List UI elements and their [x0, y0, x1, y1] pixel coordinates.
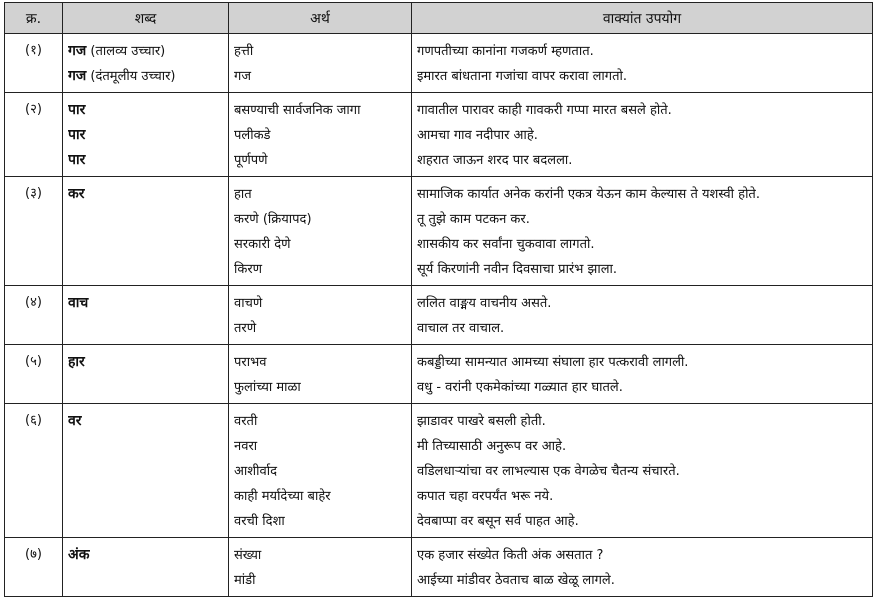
meaning-line: काही मर्यादेच्या बाहेर — [234, 489, 331, 504]
word-text: अंक — [68, 547, 90, 563]
header-word: शब्द — [63, 3, 229, 34]
meaning-cell — [229, 177, 412, 286]
row-number: (४) — [5, 286, 63, 345]
word-line — [68, 350, 223, 375]
usage-line: तू तुझे काम पटकन कर. — [417, 212, 530, 227]
word-cell — [63, 538, 229, 597]
word-note: (तालव्य उच्चार) — [86, 44, 166, 59]
meaning-cell — [229, 93, 412, 177]
meaning-line: सरकारी देणे — [234, 237, 291, 252]
word-line — [68, 98, 223, 123]
usage-line: शासकीय कर सर्वांना चुकवावा लागतो. — [417, 237, 595, 252]
meaning-line: वरची दिशा — [234, 514, 285, 529]
word-text: कर — [68, 186, 85, 202]
word-text: गज — [68, 68, 87, 84]
word-line — [68, 291, 223, 316]
usage-cell — [412, 177, 873, 286]
meaning-line: आशीर्वाद — [234, 464, 277, 479]
word-cell — [63, 34, 229, 93]
usage-cell — [412, 34, 873, 93]
word-text: पार — [68, 102, 86, 118]
meaning-line: करणे (क्रियापद) — [234, 212, 312, 227]
table-row — [5, 34, 873, 93]
usage-line: झाडावर पाखरे बसली होती. — [417, 414, 546, 429]
word-text: हार — [68, 354, 85, 370]
meaning-line: तरणे — [234, 321, 257, 336]
word-line — [68, 409, 223, 434]
table-row — [5, 286, 873, 345]
header-usage: वाक्यांत उपयोग — [412, 3, 873, 34]
word-line — [68, 148, 223, 173]
word-text: वर — [68, 413, 82, 429]
meaning-line: हत्ती — [234, 44, 254, 59]
row-number: (५) — [5, 345, 63, 404]
usage-cell — [412, 93, 873, 177]
meaning-cell — [229, 345, 412, 404]
usage-line: गणपतीच्या कानांना गजकर्ण म्हणतात. — [417, 44, 594, 59]
usage-line: आमचा गाव नदीपार आहे. — [417, 128, 538, 143]
usage-line: शहरात जाऊन शरद पार बदलला. — [417, 153, 573, 168]
homonym-table — [4, 2, 873, 597]
usage-line: सामाजिक कार्यात अनेक करांनी एकत्र येऊन काम केल्यास ते यशस्वी होते. — [417, 187, 760, 202]
word-cell — [63, 286, 229, 345]
row-number: (३) — [5, 177, 63, 286]
word-text: वाच — [68, 295, 89, 311]
meaning-line: वरती — [234, 414, 258, 429]
header-row — [5, 3, 873, 34]
meaning-cell — [229, 34, 412, 93]
usage-line: मी तिच्यासाठी अनुरूप वर आहे. — [417, 439, 567, 454]
row-number: (१) — [5, 34, 63, 93]
meaning-line: पलीकडे — [234, 128, 271, 143]
word-line — [68, 64, 223, 89]
usage-cell — [412, 404, 873, 538]
usage-cell — [412, 538, 873, 597]
row-number: (६) — [5, 404, 63, 538]
table-row — [5, 93, 873, 177]
word-note: (दंतमूलीय उच्चार) — [86, 69, 176, 84]
usage-line: देवबाप्पा वर बसून सर्व पाहत आहे. — [417, 514, 579, 529]
usage-cell — [412, 286, 873, 345]
word-cell — [63, 404, 229, 538]
table-row — [5, 345, 873, 404]
word-line — [68, 543, 223, 568]
meaning-cell — [229, 538, 412, 597]
usage-line: इमारत बांधताना गजांचा वापर करावा लागतो. — [417, 69, 627, 84]
meaning-line: पूर्णपणे — [234, 153, 268, 168]
usage-line: सूर्य किरणांनी नवीन दिवसाचा प्रारंभ झाला. — [417, 262, 618, 277]
usage-line: आईच्या मांडीवर ठेवताच बाळ खेळू लागले. — [417, 573, 615, 588]
word-line — [68, 182, 223, 207]
meaning-line: गज — [234, 69, 251, 84]
usage-line: कबड्डीच्या सामन्यात आमच्या संघाला हार पत्करावी लागली. — [417, 355, 689, 370]
table-row — [5, 538, 873, 597]
meaning-line: किरण — [234, 262, 263, 277]
meaning-cell — [229, 286, 412, 345]
word-text: गज — [68, 43, 87, 59]
word-text: पार — [68, 127, 86, 143]
usage-line: वाचाल तर वाचाल. — [417, 321, 505, 336]
meaning-line: नवरा — [234, 439, 258, 454]
meaning-line: वाचणे — [234, 296, 263, 311]
header-num: क्र. — [5, 3, 63, 34]
word-cell — [63, 345, 229, 404]
word-cell — [63, 93, 229, 177]
meaning-line: हात — [234, 187, 252, 202]
usage-line: कपात चहा वरपर्यंत भरू नये. — [417, 489, 554, 504]
meaning-line: पराभव — [234, 355, 267, 370]
meaning-line: बसण्याची सार्वजनिक जागा — [234, 103, 361, 118]
usage-line: गावातील पारावर काही गावकरी गप्पा मारत बसले होते. — [417, 103, 672, 118]
meaning-cell — [229, 404, 412, 538]
row-number: (२) — [5, 93, 63, 177]
usage-cell — [412, 345, 873, 404]
usage-line: ललित वाङ्मय वाचनीय असते. — [417, 296, 552, 311]
word-cell — [63, 177, 229, 286]
word-line — [68, 39, 223, 64]
meaning-line: संख्या — [234, 548, 262, 563]
meaning-line: फुलांच्या माळा — [234, 380, 301, 395]
meaning-line: मांडी — [234, 573, 256, 588]
usage-line: वधु - वरांनी एकमेकांच्या गळ्यात हार घातले. — [417, 380, 623, 395]
table-row — [5, 404, 873, 538]
row-number: (७) — [5, 538, 63, 597]
usage-line: एक हजार संख्येत किती अंक असतात ? — [417, 548, 604, 563]
table-row — [5, 177, 873, 286]
word-text: पार — [68, 152, 86, 168]
usage-line: वडिलधाऱ्यांचा वर लाभल्यास एक वेगळेच चैतन्य संचारते. — [417, 464, 680, 479]
word-line — [68, 123, 223, 148]
header-meaning: अर्थ — [229, 3, 412, 34]
